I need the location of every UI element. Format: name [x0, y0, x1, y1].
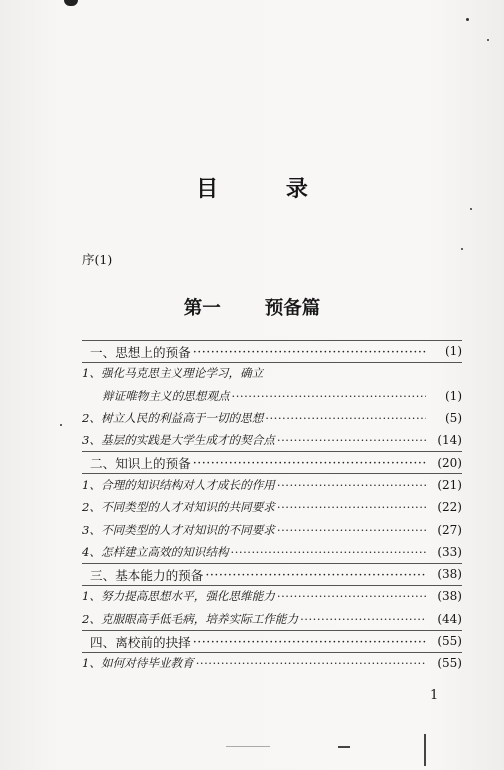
toc-entry[interactable]: [82, 407, 462, 429]
dot-leader: [265, 411, 426, 425]
dot-leader: [277, 478, 426, 492]
toc-entry-label: 1、如何对待毕业教育: [82, 656, 194, 671]
scan-mark: [338, 746, 350, 748]
toc-entry-label: 辩证唯物主义的思想观点: [102, 388, 230, 403]
toc-page-ref: (20): [437, 455, 462, 470]
dot-leader: [232, 389, 426, 403]
toc-entry[interactable]: [82, 608, 462, 630]
toc-page-ref: (1): [445, 388, 462, 403]
section-rule: [82, 340, 462, 341]
toc-entry-label: 三、基本能力的预备: [90, 567, 204, 583]
toc-entry-label: 二、知识上的预备: [90, 456, 191, 472]
toc-page-ref: (38): [437, 589, 462, 604]
toc-page-ref: (55): [437, 634, 462, 648]
toc-page-ref: (5): [445, 411, 462, 426]
toc-page-ref: (55): [437, 656, 462, 671]
section-rule: [82, 473, 462, 474]
dot-leader: [193, 634, 426, 649]
dot-leader: [193, 455, 426, 470]
toc-preface-entry[interactable]: [82, 248, 462, 270]
scan-speck: [470, 208, 472, 210]
dot-leader: [277, 433, 426, 447]
toc-section-entry[interactable]: [82, 451, 462, 473]
toc-page-ref: (38): [437, 567, 462, 582]
dot-leader: [196, 656, 426, 670]
part-name: 预备篇: [264, 298, 321, 319]
section-rule: [82, 630, 462, 631]
toc-entry-label: 3、基层的实践是大学生成才的契合点: [82, 433, 275, 448]
scan-speck: [466, 18, 469, 21]
ink-blot: [64, 0, 78, 6]
toc-entry[interactable]: [82, 518, 462, 540]
part-number: 第一: [183, 298, 221, 319]
scan-mark: [226, 746, 270, 747]
section-rule: [82, 362, 462, 363]
section-rule: [82, 451, 462, 452]
section-rule: [82, 563, 462, 564]
toc-entry-label: 4、怎样建立高效的知识结构: [82, 544, 229, 559]
dot-leader: [277, 500, 426, 514]
toc-entry[interactable]: [82, 652, 462, 674]
scan-speck: [487, 39, 489, 41]
toc-entry[interactable]: [82, 474, 462, 496]
toc-page-ref: (14): [437, 433, 462, 448]
toc-page-ref: (1): [94, 251, 113, 267]
toc-page-ref: (44): [437, 611, 462, 626]
toc-entry-label: 1、合理的知识结构对人才成长的作用: [82, 477, 275, 492]
toc-entry[interactable]: [82, 362, 462, 384]
toc-entry[interactable]: [82, 429, 462, 451]
toc-entry-label: 2、不同类型的人才对知识的共同要求: [82, 500, 275, 515]
toc-entry[interactable]: [82, 385, 462, 407]
toc-page-ref: (1): [445, 344, 462, 359]
dot-leader: [277, 589, 426, 603]
toc-section-entry[interactable]: [82, 630, 462, 652]
toc-entry-label: 1、强化马克思主义理论学习，确立: [82, 366, 264, 381]
toc-page-ref: (21): [437, 477, 462, 492]
part-heading: [0, 294, 504, 320]
toc-page-ref: (27): [437, 522, 462, 537]
scan-speck: [60, 424, 62, 426]
dot-leader: [300, 612, 426, 626]
toc-entry-label: 1、努力提高思想水平，强化思维能力: [82, 589, 275, 604]
toc-entry-label: 2、克服眼高手低毛病，培养实际工作能力: [82, 611, 299, 626]
toc-entry[interactable]: [82, 541, 462, 563]
toc-entry-label: 一、思想上的预备: [90, 344, 191, 360]
toc-entry[interactable]: [82, 585, 462, 607]
scan-mark: [424, 734, 426, 766]
toc-section-entry[interactable]: [82, 340, 462, 362]
page-number: 1: [430, 688, 439, 703]
dot-leader: [231, 545, 426, 559]
section-rule: [82, 652, 462, 653]
section-rule: [82, 585, 462, 586]
dot-leader: [277, 523, 426, 537]
table-of-contents: [82, 340, 462, 674]
toc-section-entry[interactable]: [82, 563, 462, 585]
toc-entry-label: 3、不同类型的人才对知识的不同要求: [82, 522, 275, 537]
toc-entry-label: 2、树立人民的利益高于一切的思想: [82, 411, 264, 426]
toc-entry[interactable]: [82, 496, 462, 518]
toc-page-ref: (33): [437, 544, 462, 559]
page-title: 目 录: [196, 177, 338, 202]
toc-page-ref: (22): [437, 500, 462, 515]
toc-entry-label: 四、离校前的抉择: [90, 634, 191, 650]
dot-leader: [205, 567, 426, 582]
dot-leader: [193, 344, 426, 359]
toc-entry-label: 序: [82, 252, 95, 267]
